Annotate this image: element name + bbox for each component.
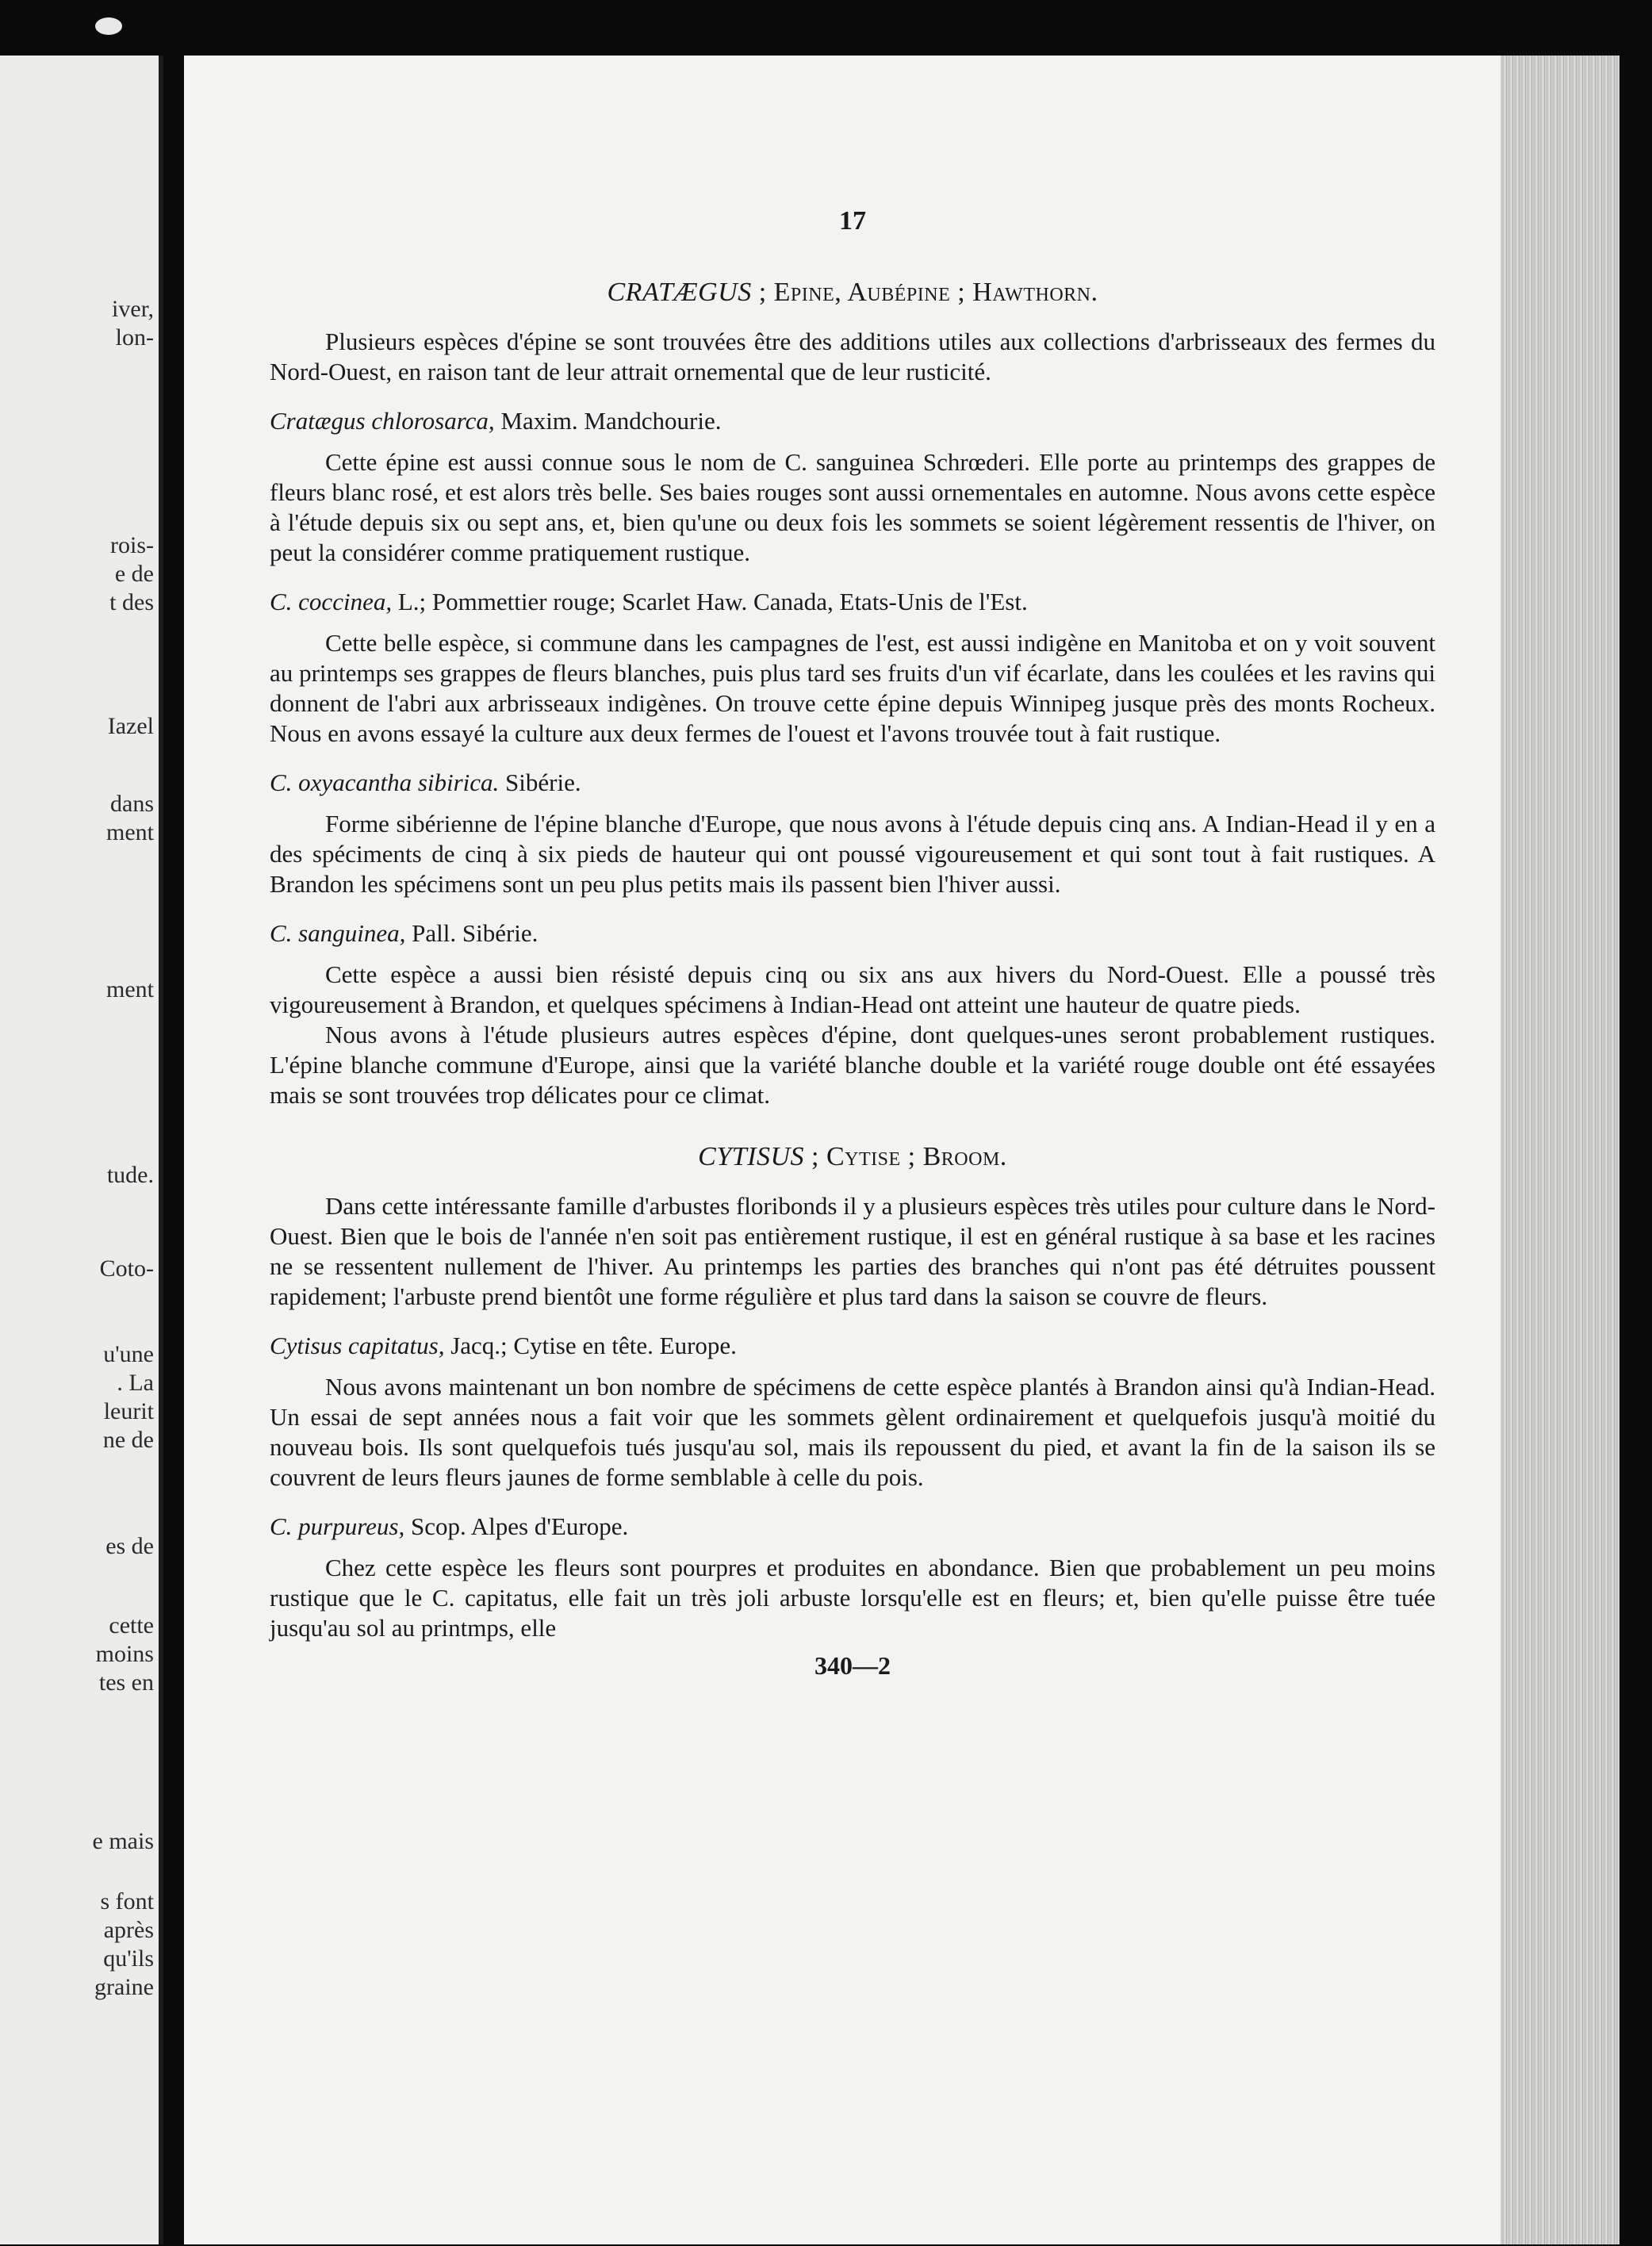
left-page-fragment: Iazel xyxy=(107,713,154,739)
species-name: C. oxyacantha sibirica. xyxy=(270,768,500,796)
left-page-fragment: e de xyxy=(114,561,154,587)
genus-name: CYTISUS xyxy=(698,1142,805,1171)
species-paragraph: Nous avons maintenant un bon nombre de spécimens de cette espèce plantés à Brandon ainsi qu'à Indian-Head. Un essai de sept années nous a fait voir que les sommets gèlent ordinairement et quelquefois jusqu'à moitié du nouveau bois. Ils sont quelquefois tués jusqu'au sol, mais ils repoussent du pied, et avant la fin de la saison ils se couvrent de leurs fleurs jaunes de forme semblable à celle du pois. xyxy=(270,1373,1435,1491)
species-heading xyxy=(270,406,1435,436)
left-page-fragment: dans xyxy=(110,791,154,817)
left-page-fragment: tude. xyxy=(106,1162,154,1188)
species-authority-region: Jacq.; Cytise en tête. Europe. xyxy=(444,1332,737,1359)
left-page-fragment: ment xyxy=(106,819,154,845)
left-page-fragment: t des xyxy=(109,589,154,615)
left-page-fragment: lon- xyxy=(115,324,154,351)
species-paragraph: Cette épine est aussi connue sous le nom de C. sanguinea Schrœderi. Elle porte au printemps des grappes de fleurs blanc rosé, et est alors très belle. Ses baies rouges sont aussi ornementales en automne. Nous avons cette espèce à l'étude depuis six ou sept ans, et, bien qu'une ou deux fois les sommets se soient légèrement ressentis de l'hiver, on peut la considérer comme pratiquement rustique. xyxy=(270,448,1435,566)
species-paragraph: Chez cette espèce les fleurs sont pourpres et produites en abondance. Bien que probablement un peu moins rustique que le C. capitatus, elle fait un très joli arbuste lorsqu'elle est en fleurs; et, bien qu'elle puisse être tuée jusqu'au sol au printmps, elle xyxy=(270,1554,1435,1642)
species-paragraph: Forme sibérienne de l'épine blanche d'Europe, que nous avons à l'étude depuis cinq ans. A Indian-Head il y en a des spéciments de cinq à six pieds de hauteur qui ont poussé vigoureusement et qui sont tout à fait rustiques. A Brandon les spécimens sont un peu plus petits mais ils passent bien l'hiver aussi. xyxy=(270,810,1435,898)
section-gap xyxy=(270,1110,1435,1142)
section-intro: Plusieurs espèces d'épine se sont trouvées être des additions utiles aux collections d'arbrisseaux des fermes du Nord-Ouest, en raison tant de leur attrait ornemental que de leur rusticité. xyxy=(270,328,1435,385)
common-names: Epine, Aubépine ; Hawthorn. xyxy=(773,278,1098,307)
species-paragraph: Nous avons à l'étude plusieurs autres espèces d'épine, dont quelques-unes seront probablement rustiques. L'épine blanche commune d'Europe, ainsi que la variété blanche double et la variété rouge double ont été essayées mais se sont trouvées trop délicates pour ce climat. xyxy=(270,1021,1435,1109)
page-content xyxy=(270,206,1435,1681)
species-authority-region: L.; Pommettier rouge; Scarlet Haw. Canada, Etats-Unis de l'Est. xyxy=(392,588,1028,615)
left-page-fragment: u'une xyxy=(103,1341,154,1367)
left-page-fragment: iver, xyxy=(112,296,154,322)
left-page-fragment: rois- xyxy=(110,532,154,558)
left-page-fragment: Coto- xyxy=(99,1255,154,1282)
common-names: Cytise ; Broom. xyxy=(826,1142,1007,1171)
left-page-fragment: leurit xyxy=(103,1398,154,1424)
left-page-fragment: e mais xyxy=(92,1828,154,1854)
left-page-fragment: s font xyxy=(100,1888,154,1914)
species-heading xyxy=(270,768,1435,798)
left-page-fragment: ne de xyxy=(102,1427,154,1453)
section-intro: Dans cette intéressante famille d'arbustes floribonds il y a plusieurs espèces très utiles pour culture dans le Nord-Ouest. Bien que le bois de l'année n'en soit pas entièrement rustique, il est en général rustique à sa base et les racines ne se ressentent nullement de l'hiver. Au printemps les parties des branches qui n'ont pas été détruites poussent rapidement; l'arbuste prend bientôt une forme régulière et plus tard dans la saison se couvre de fleurs. xyxy=(270,1192,1435,1310)
left-page-fragment: ment xyxy=(106,976,154,1002)
species-heading xyxy=(270,1512,1435,1542)
species-authority-region: Pall. Sibérie. xyxy=(405,919,539,947)
left-page-fragment: es de xyxy=(105,1533,154,1559)
section-heading: CRATÆGUS ; Epine, Aubépine ; Hawthorn. xyxy=(607,278,1098,307)
species-name: C. purpureus, xyxy=(270,1512,405,1540)
species-name: C. coccinea, xyxy=(270,588,393,615)
section-heading: CYTISUS ; Cytise ; Broom. xyxy=(698,1142,1007,1171)
left-page-edge xyxy=(0,56,163,2244)
left-page-fragment: . La xyxy=(117,1370,154,1396)
left-page-fragment: moins xyxy=(95,1641,154,1667)
left-page-fragment: après xyxy=(103,1917,154,1943)
species-authority-region: Scop. Alpes d'Europe. xyxy=(404,1512,629,1540)
species-authority-region: Sibérie. xyxy=(499,768,581,796)
signature-mark: 340—2 xyxy=(815,1651,891,1680)
sections-container xyxy=(270,278,1435,1643)
species-paragraph: Cette belle espèce, si commune dans les campagnes de l'est, est aussi indigène en Manitoba et on y voit souvent au printemps ses grappes de fleurs blanches, puis plus tard ses fruits d'un vif écarlate, dans les coulées et les ravins qui donnent de l'abri aux arbrisseaux indigènes. On trouve cette épine depuis Winnipeg jusque près des monts Rocheux. Nous en avons essayé la culture aux deux fermes de l'ouest et l'avons trouvée tout à fait rustique. xyxy=(270,629,1435,747)
species-heading xyxy=(270,587,1435,617)
species-name: Cytisus capitatus, xyxy=(270,1332,445,1359)
species-heading xyxy=(270,918,1435,949)
species-authority-region: Maxim. Mandchourie. xyxy=(494,407,722,435)
species-name: Cratægus chlorosarca, xyxy=(270,407,495,435)
corner-speck xyxy=(95,17,122,35)
left-page-fragment: graine xyxy=(94,1974,154,2000)
species-name: C. sanguinea, xyxy=(270,919,406,947)
species-paragraph: Cette espèce a aussi bien résisté depuis cinq ou six ans aux hivers du Nord-Ouest. Elle a poussé très vigoureusement à Brandon, et quelques spécimens à Indian-Head ont atteint une hauteur de quatre pieds. xyxy=(270,960,1435,1018)
page-number: 17 xyxy=(839,206,866,236)
page-stack-edges xyxy=(1501,56,1619,2244)
left-page-fragment: tes en xyxy=(98,1669,154,1696)
left-page-fragment: qu'ils xyxy=(103,1945,154,1972)
left-page-fragment: cette xyxy=(109,1612,154,1639)
genus-name: CRATÆGUS xyxy=(607,278,752,307)
species-heading xyxy=(270,1331,1435,1361)
document-page xyxy=(184,56,1501,2244)
